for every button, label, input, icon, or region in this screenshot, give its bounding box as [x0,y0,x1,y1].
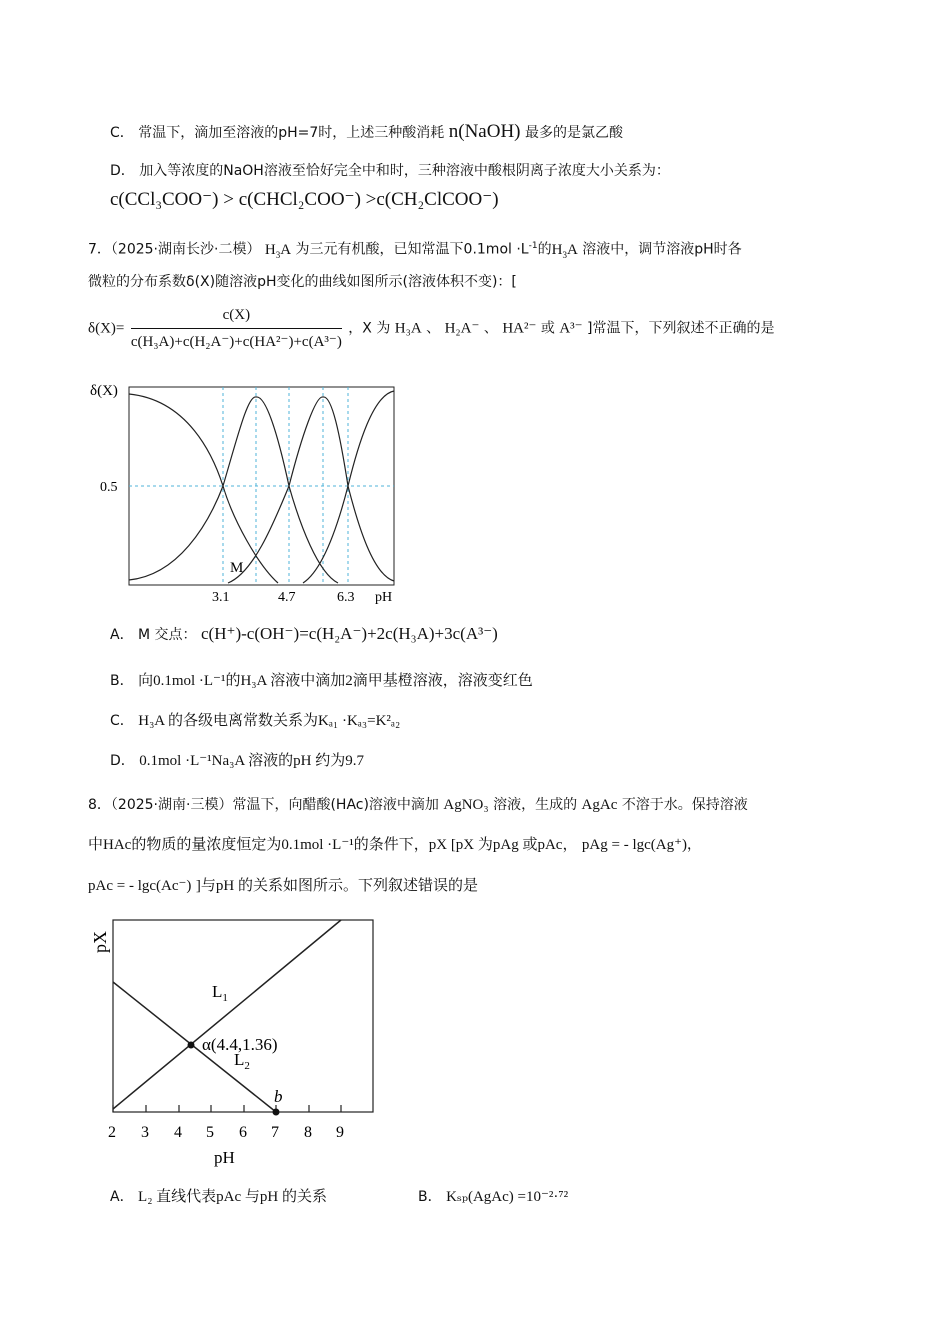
q8-stem-line3 [88,876,478,896]
label-alpha: α(4.4,1.36) [202,1035,278,1054]
svg-text:2: 2 [108,1124,116,1141]
q8-stem-line2 [88,835,701,855]
option-text: L₂ 直线代表pAc 与pH 的关系 [138,1189,327,1205]
species: HA²⁻ [502,320,537,337]
separator: 、 [483,320,498,337]
q6-option-c [110,122,623,143]
stem-text: 不溶于水。保持溶液 [621,797,748,813]
formula: c(H⁺)-c(OH⁻)=c(H₂A⁻)+2c(H₃A)+3c(A³⁻) [201,624,498,643]
q7-option-d [110,751,364,771]
q7-stem-line2: 微粒的分布系数δ(X)随溶液pH变化的曲线如图所示(溶液体积不变)：[ [88,274,517,290]
question-number: 8． [88,797,111,813]
svg-text:5: 5 [206,1124,214,1141]
svg-text:9: 9 [336,1124,344,1141]
stem-text: 溶液中，调节溶液pH时各 [582,241,742,258]
option-text: 常温下，滴加至溶液的pH=7时，上述三种酸消耗 [138,125,445,141]
question-source: （2025·湖南·三模） [110,797,233,813]
q7-option-c [110,711,400,731]
stem-text: ]与pH 的关系如图所示。下列叙述错误的是 [195,878,478,894]
q6-option-d [110,161,670,181]
chart1-ylabel: δ(X) [90,383,118,399]
chart2-ticks [113,1105,341,1112]
svg-text:8: 8 [304,1124,312,1141]
formula: AgAc [581,797,618,813]
option-label: D． [110,753,135,769]
option-label: B． [110,673,134,689]
option-text: 向0.1mol ·L⁻¹的H₃A 溶液中滴加2滴甲基橙溶液，溶液变红色 [138,673,533,689]
formula: pAc = - lgc(Ac⁻) [88,878,192,894]
chart2-xticks [108,1124,344,1141]
curve-h3a [129,394,278,583]
stem-text: ]常温下，下列叙述不正确的是 [587,320,775,337]
q8-stem-line1 [88,795,748,815]
fraction-numerator: c(X) [131,304,342,329]
question-number: 7． [88,241,111,258]
stem-text: 中HAc的物质的量浓度恒定为0.1mol ·L⁻¹的条件下，pX [pX 为pAg 或pAc， [88,837,578,853]
species: A³⁻ [559,320,583,337]
option-label: B． [418,1189,442,1205]
chart1-ytick: 0.5 [100,480,118,495]
point-alpha [188,1042,195,1049]
stem-text: ，X 为 [348,320,391,337]
separator: ， [687,837,702,853]
option-label: D． [110,163,135,179]
svg-text:6: 6 [239,1124,247,1141]
option-label: A． [110,627,134,643]
chart2-frame [113,920,373,1112]
chart1-xtick: 6.3 [337,590,355,605]
option-text: H₃A 的各级电离常数关系为Kₐ₁ ·Kₐ₃=K²ₐ₂ [138,713,401,729]
stem-text: 常温下，向醋酸(HAc)溶液中滴加 [232,797,439,813]
q7-stem-line1: 7．（2025·湖南长沙·二模） $H_3A$ 为三元有机酸，已知常温下$0.1mol \cdot L^{-1}$的$H_3A$ 溶液中，调节溶液pH时各 [88,241,742,260]
option-label: C． [110,713,134,729]
stem-text: 或 [540,320,555,337]
line-l1 [113,920,341,1109]
fraction-denominator: c(H₃A)+c(H₂A⁻)+c(HA²⁻)+c(A³⁻) [130,334,342,350]
chart2-xlabel: pH [214,1148,235,1167]
species: H₂A⁻ [444,320,480,337]
option-text: 0.1mol ·L⁻¹Na₃A 溶液的pH 约为9.7 [139,753,364,769]
q8-option-a [110,1187,327,1207]
question-source: （2025·湖南长沙·二模） [110,241,261,258]
stem-text: 为三元有机酸，已知常温下0.1mol ·L [295,241,529,258]
formula: n(NaOH) [448,121,521,142]
point-b [273,1109,280,1116]
option-text: 加入等浓度的NaOH溶液至恰好完全中和时，三种溶液中酸根阴离子浓度大小关系为： [139,163,670,179]
species: H₃A [394,320,422,337]
chart1-xtick: 3.1 [212,590,230,605]
label-l2: $L_2$ [234,1050,250,1072]
option-text: M 交点： [138,627,197,643]
chart1-guides [129,387,394,585]
q7-option-b [110,671,533,691]
svg-text:7: 7 [271,1124,279,1141]
stem-text: 的 [537,241,552,258]
label-b: b [274,1087,283,1106]
formula: pAg = - lgc(Ag⁺) [581,837,688,853]
svg-text:3: 3 [141,1124,149,1141]
curve-ha [228,397,394,583]
px-ph-chart [88,915,388,1170]
delta-fraction [131,304,342,353]
q7-option-a [110,624,498,645]
option-text: Kₛₚ(AgAc) =10⁻²·⁷² [446,1189,569,1205]
separator: 、 [426,320,441,337]
q7-delta-definition [88,304,774,353]
label-l1: $L_1$ [212,982,228,1004]
option-text: 最多的是氯乙酸 [524,125,623,141]
svg-text:4: 4 [174,1124,182,1141]
q6-option-d-formula: c(CCl₃COO⁻) > c(CHCl₂COO⁻) >c(CH₂ClCOO⁻) [110,189,499,210]
stem-text: 溶液，生成的 [493,797,578,813]
q8-option-b [418,1187,568,1207]
option-label: C． [110,125,134,141]
formula: AgNO₃ [443,797,489,813]
option-label: A． [110,1189,134,1205]
chart1-xtick: 4.7 [278,590,296,605]
distribution-chart [88,375,408,610]
chart2-ylabel: pX [90,931,110,953]
delta-lhs: δ(X)= [88,320,125,337]
chart1-curves [129,391,394,583]
chart1-point-m: M [230,560,244,576]
chart1-xlabel: pH [375,590,393,605]
